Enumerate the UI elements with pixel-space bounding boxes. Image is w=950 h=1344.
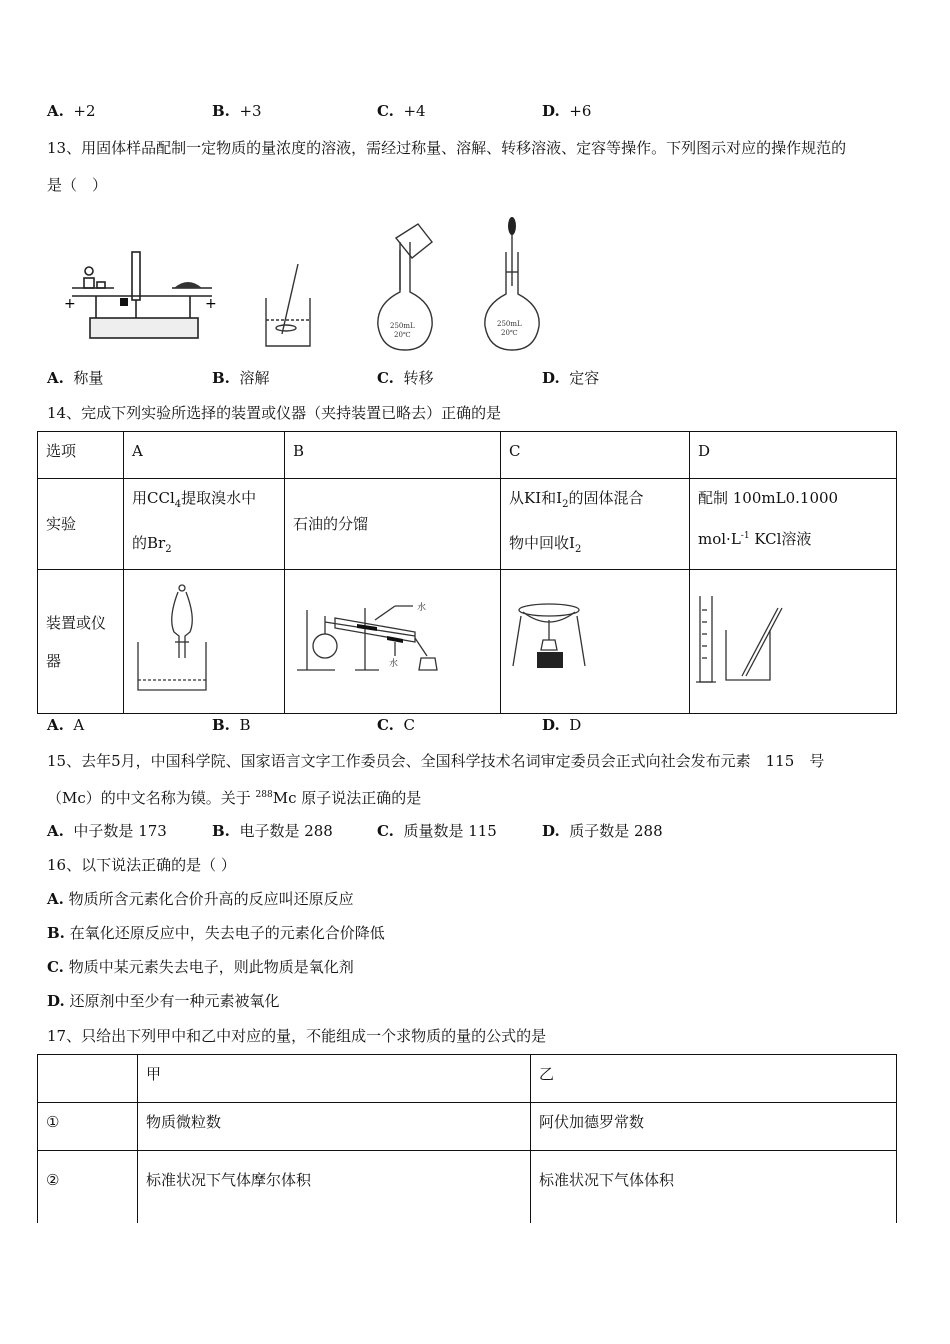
- q14-option-b: B. B: [212, 716, 251, 734]
- q17-cell: 标准状况下气体体积: [531, 1151, 897, 1223]
- q14-header-cell: B: [285, 432, 501, 479]
- q13-stem-line2: 是（ ）: [47, 176, 108, 194]
- q14-cell-a: 用CCl$_4$提取溴水中 的$Br_2$: [124, 479, 285, 570]
- cylinder-beaker-figure: [690, 570, 896, 710]
- q15-option-a: A. 中子数是 173: [47, 822, 167, 840]
- q13-option-b: B. 溶解: [212, 369, 270, 387]
- q17-cell: 标准状况下气体摩尔体积: [138, 1151, 531, 1223]
- svg-text:+: +: [64, 296, 76, 312]
- q14-cell-b: 石油的分馏: [285, 479, 501, 570]
- q17-table-row: [38, 1151, 897, 1223]
- q17-cell: ①: [38, 1103, 138, 1151]
- q14-device-row: [38, 570, 897, 714]
- q17-stem: 17、只给出下列甲中和乙中对应的量，不能组成一个求物质的量的公式的是: [47, 1027, 547, 1045]
- q15-stem-line2: （Mc）的中文名称为镆。关于 $^{288}$Mc 原子说法正确的是: [47, 789, 422, 807]
- q14-row-label-device: 装置或仪 器: [38, 570, 124, 714]
- q14-row-label: 实验: [38, 479, 124, 570]
- flask2-temp-label: 20℃: [501, 329, 518, 337]
- q12-option-d: D. +6: [542, 102, 592, 120]
- separatory-funnel-figure: [124, 570, 284, 710]
- q14-device-b: [285, 570, 501, 714]
- q17-cell: 阿伏加德罗常数: [531, 1103, 897, 1151]
- q17-table: [37, 1054, 897, 1223]
- q16-option-c: C. 物质中某元素失去电子，则此物质是氧化剂: [47, 958, 354, 976]
- q14-header-cell: A: [124, 432, 285, 479]
- q15-stem-line1: 15、去年5月，中国科学院、国家语言文字工作委员会、全国科学技术名词审定委员会正式向社会发布元素 115 号: [47, 752, 825, 770]
- q15-option-d: D. 质子数是 288: [542, 822, 663, 840]
- evaporating-dish-figure: [501, 570, 689, 710]
- q16-option-d: D. 还原剂中至少有一种元素被氧化: [47, 992, 280, 1010]
- q12-option-c: C. +4: [377, 102, 426, 120]
- svg-text:+: +: [205, 296, 217, 312]
- q14-cell-d: 配制 100mL0.1000 $mol\cdot L^{-1}$ KCl溶液: [690, 479, 897, 570]
- q14-experiment-row: [38, 479, 897, 570]
- volumetric-flask-figure: [477, 212, 547, 354]
- q14-device-d: [690, 570, 897, 714]
- q13-stem-line1: 13、用固体样品配制一定物质的量浓度的溶液，需经过称量、溶解、转移溶液、定容等操作。下列图示对应的操作规范的: [47, 139, 847, 157]
- q17-table-row: [38, 1103, 897, 1151]
- q16-option-a: A. 物质所含元素化合价升高的反应叫还原反应: [47, 890, 354, 908]
- q14-header-cell: 选项: [38, 432, 124, 479]
- q14-header-row: [38, 432, 897, 479]
- distillation-figure: [285, 570, 500, 710]
- q14-option-d: D. D: [542, 716, 582, 734]
- q16-option-b: B. 在氧化还原反应中，失去电子的元素化合价降低: [47, 924, 385, 942]
- q17-header-cell: 乙: [531, 1055, 897, 1103]
- q17-cell: ②: [38, 1151, 138, 1223]
- q14-cell-c: 从KI和$I_2$的固体混合 物中回收$I_2$: [501, 479, 690, 570]
- q15-option-b: B. 电子数是 288: [212, 822, 333, 840]
- q14-option-a: A. A: [47, 716, 85, 734]
- q14-header-cell: D: [690, 432, 897, 479]
- balance-figure: [62, 238, 222, 350]
- beaker-stir-figure: [258, 260, 318, 352]
- q16-stem: 16、以下说法正确的是（ ）: [47, 856, 236, 874]
- q14-device-a: [124, 570, 285, 714]
- q14-header-cell: C: [501, 432, 690, 479]
- water-out-label: 水: [417, 603, 427, 613]
- flask-volume-label: 250mL: [390, 322, 415, 330]
- q13-option-c: C. 转移: [377, 369, 434, 387]
- q17-header-cell: 甲: [138, 1055, 531, 1103]
- q13-option-d: D. 定容: [542, 369, 600, 387]
- q17-header-cell: [38, 1055, 138, 1103]
- q12-option-b: B. +3: [212, 102, 262, 120]
- flask2-volume-label: 250mL: [497, 320, 522, 328]
- q17-header-row: [38, 1055, 897, 1103]
- q15-option-c: C. 质量数是 115: [377, 822, 497, 840]
- q14-device-c: [501, 570, 690, 714]
- transfer-figure: [370, 220, 440, 354]
- q14-option-c: C. C: [377, 716, 415, 734]
- q12-option-a: A. +2: [47, 102, 96, 120]
- q17-cell: 物质微粒数: [138, 1103, 531, 1151]
- q13-option-a: A. 称量: [47, 369, 104, 387]
- flask-temp-label: 20℃: [394, 331, 411, 339]
- water-in-label: 水: [389, 659, 399, 669]
- q14-stem: 14、完成下列实验所选择的装置或仪器（夹持装置已略去）正确的是: [47, 404, 502, 422]
- q14-table: [37, 431, 897, 714]
